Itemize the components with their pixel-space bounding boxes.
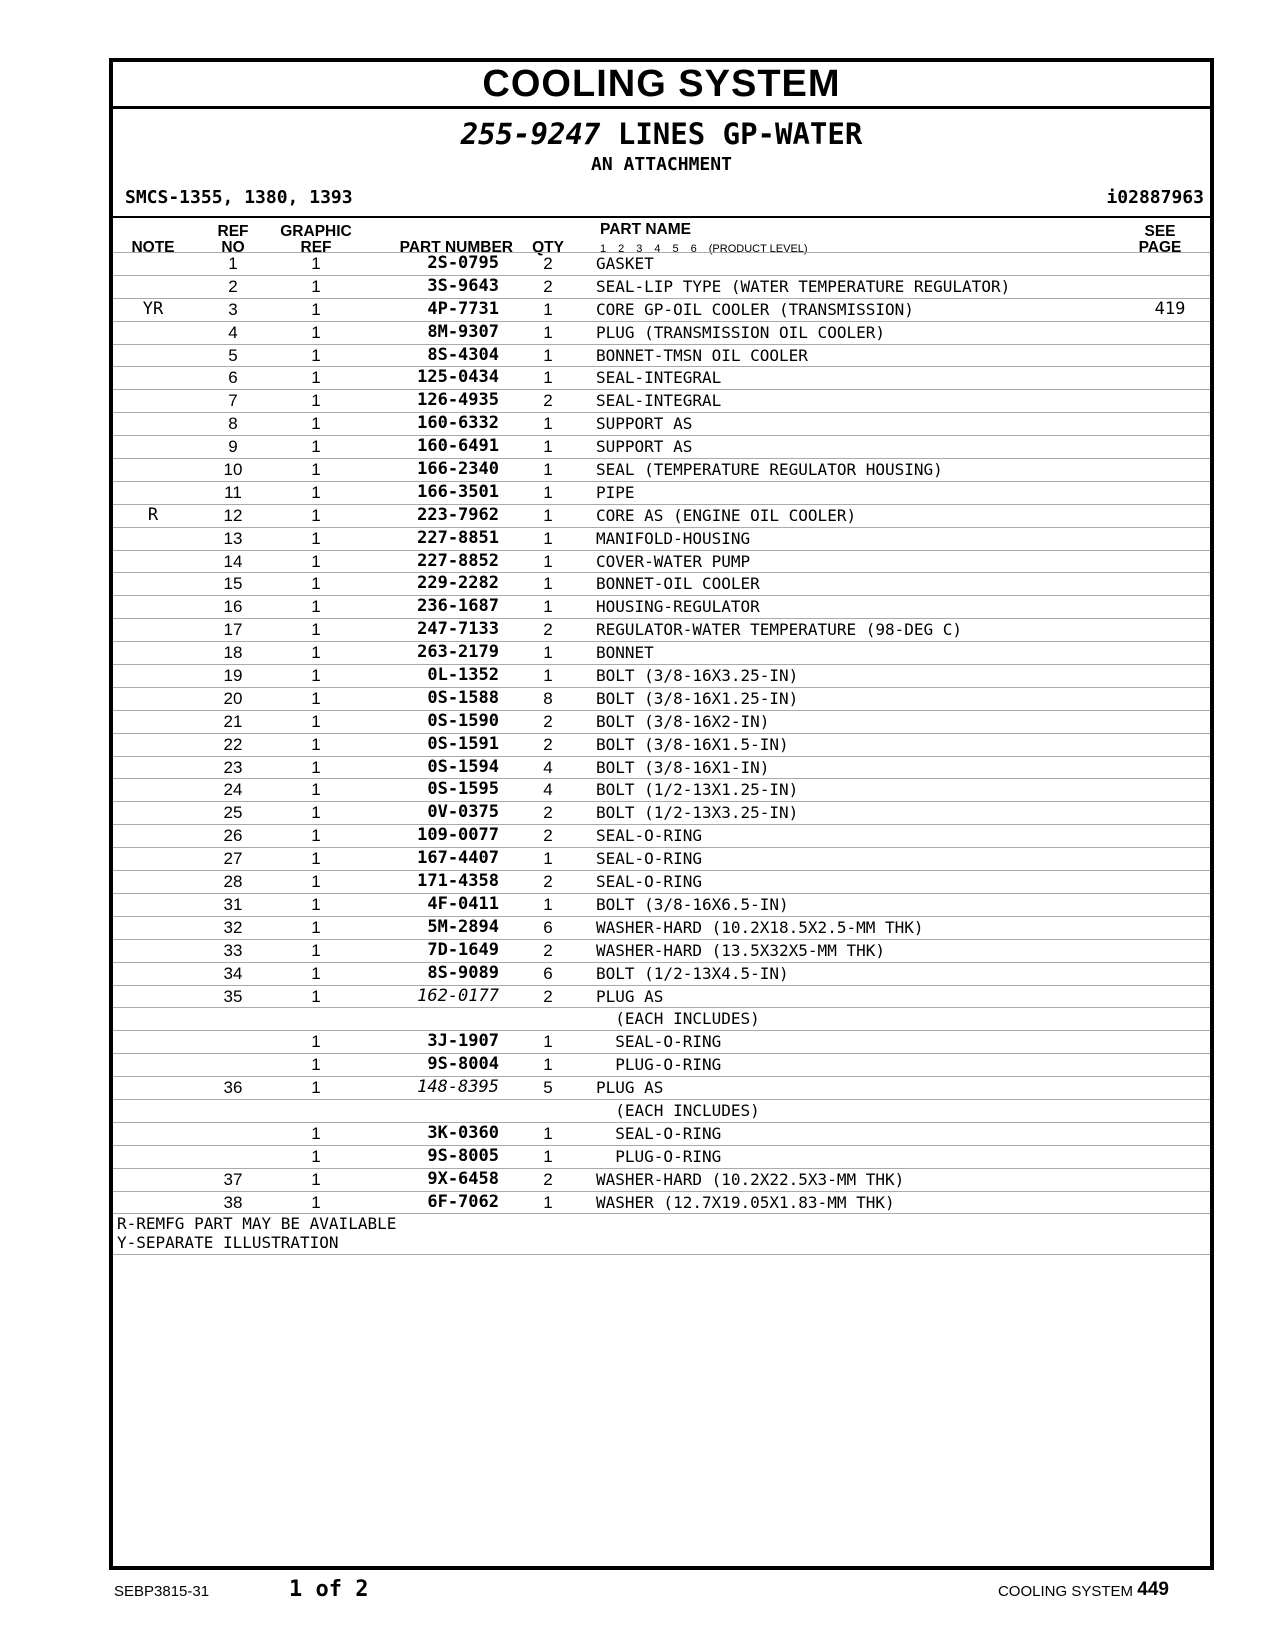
group-name: LINES GP-WATER [617, 117, 863, 151]
cell-part-number: 227-8852 [417, 550, 499, 571]
cell-graphic-ref: 1 [311, 1123, 321, 1143]
table-row [113, 871, 1210, 894]
cell-part-name: BOLT (3/8-16X6.5-IN) [596, 894, 789, 914]
cell-part-number: 3J-1907 [427, 1031, 499, 1052]
cell-part-number: 166-2340 [417, 459, 499, 480]
page-frame [109, 58, 1214, 1570]
cell-ref-no: 37 [223, 1169, 243, 1189]
table-row [113, 1192, 1210, 1215]
cell-part-name: HOUSING-REGULATOR [596, 597, 760, 617]
cell-part-number: 263-2179 [417, 642, 499, 663]
cell-graphic-ref: 1 [311, 1146, 321, 1166]
col-header-see-page: SEE PAGE [1138, 223, 1182, 256]
cell-qty: 1 [543, 666, 553, 686]
cell-graphic-ref: 1 [311, 780, 321, 800]
cell-graphic-ref: 1 [311, 963, 321, 983]
cell-part-number: 0S-1594 [427, 756, 499, 777]
cell-ref-no: 25 [223, 803, 243, 823]
col-header-graphic-ref: GRAPHIC REF [280, 223, 352, 256]
cell-ref-no: 34 [223, 963, 243, 983]
cell-graphic-ref: 1 [311, 917, 321, 937]
table-row [113, 459, 1210, 482]
cell-ref-no: 4 [228, 322, 238, 342]
table-row [113, 802, 1210, 825]
col-header-part-number: PART NUMBER [399, 239, 513, 256]
cell-qty: 1 [543, 849, 553, 869]
cell-part-name: BONNET [596, 643, 654, 663]
cell-graphic-ref: 1 [311, 505, 321, 525]
table-row [113, 1031, 1210, 1054]
cell-qty: 1 [543, 1192, 553, 1212]
cell-qty: 6 [543, 963, 553, 983]
cell-qty: 1 [543, 437, 553, 457]
table-row [113, 779, 1210, 802]
cell-ref-no: 20 [223, 688, 243, 708]
cell-ref-no: 2 [228, 276, 238, 296]
cell-ref-no: 18 [223, 643, 243, 663]
legend-notes [113, 1214, 1210, 1255]
table-row [113, 757, 1210, 780]
cell-part-number: 2S-0795 [427, 253, 499, 273]
footer-page-of: 1 of 2 [289, 1577, 369, 1602]
cell-part-number: 8S-4304 [427, 344, 499, 365]
cell-part-name: BOLT (3/8-16X3.25-IN) [596, 666, 799, 686]
cell-graphic-ref: 1 [311, 826, 321, 846]
cell-part-number: 125-0434 [417, 367, 499, 388]
table-row [113, 825, 1210, 848]
cell-qty: 1 [543, 894, 553, 914]
cell-ref-no: 23 [223, 757, 243, 777]
cell-part-name: SEAL-LIP TYPE (WATER TEMPERATURE REGULATOR) [596, 276, 1011, 296]
cell-graphic-ref: 1 [311, 734, 321, 754]
cell-part-number: 109-0077 [417, 825, 499, 846]
cell-see-page: 419 [1154, 298, 1186, 319]
cell-part-number: 9S-8004 [427, 1054, 499, 1075]
cell-qty: 4 [543, 780, 553, 800]
cell-ref-no: 9 [228, 437, 238, 457]
cell-qty: 1 [543, 1123, 553, 1143]
cell-graphic-ref: 1 [311, 551, 321, 571]
cell-graphic-ref: 1 [311, 1192, 321, 1212]
cell-part-number: 7D-1649 [427, 939, 499, 960]
cell-qty: 1 [543, 528, 553, 548]
cell-part-number: 4F-0411 [427, 893, 499, 914]
table-row [113, 252, 1210, 276]
cell-part-name: SEAL-INTEGRAL [596, 391, 722, 411]
table-row [113, 1077, 1210, 1100]
cell-qty: 2 [543, 711, 553, 731]
table-row [113, 1123, 1210, 1146]
cell-part-name: SEAL-O-RING [596, 1032, 722, 1052]
cell-part-name: GASKET [596, 254, 654, 273]
col-header-part-name: PART NAME [600, 221, 691, 238]
legend-note: Y-SEPARATE ILLUSTRATION [117, 1233, 339, 1253]
cell-part-number: 167-4407 [417, 848, 499, 869]
cell-qty: 1 [543, 345, 553, 365]
cell-part-name: CORE GP-OIL COOLER (TRANSMISSION) [596, 299, 914, 319]
cell-part-name: PLUG-O-RING [596, 1146, 722, 1166]
cell-part-name: BOLT (3/8-16X1.5-IN) [596, 734, 789, 754]
cell-ref-no: 12 [223, 505, 243, 525]
cell-part-number: 6F-7062 [427, 1191, 499, 1212]
table-row [113, 986, 1210, 1009]
cell-part-number: 0L-1352 [427, 665, 499, 686]
cell-part-number: 247-7133 [417, 619, 499, 640]
table-row [113, 390, 1210, 413]
cell-ref-no: 11 [224, 482, 242, 502]
cell-part-name: PLUG (TRANSMISSION OIL COOLER) [596, 322, 885, 342]
cell-part-name: SUPPORT AS [596, 437, 693, 457]
cell-part-name: (EACH INCLUDES) [596, 1100, 760, 1120]
product-level-label: 5 [672, 243, 679, 255]
cell-graphic-ref: 1 [311, 299, 321, 319]
table-row [113, 345, 1210, 368]
cell-part-name: WASHER-HARD (10.2X18.5X2.5-MM THK) [596, 917, 924, 937]
table-row [113, 917, 1210, 940]
table-row [113, 734, 1210, 757]
table-row [113, 711, 1210, 734]
cell-qty: 1 [543, 505, 553, 525]
cell-ref-no: 26 [223, 826, 243, 846]
cell-part-name: WASHER-HARD (13.5X32X5-MM THK) [596, 940, 885, 960]
table-row [113, 276, 1210, 299]
cell-graphic-ref: 1 [311, 574, 321, 594]
cell-qty: 6 [543, 917, 553, 937]
cell-graphic-ref: 1 [311, 1169, 321, 1189]
cell-ref-no: 27 [223, 849, 243, 869]
table-row [113, 482, 1210, 505]
cell-part-number: 236-1687 [417, 596, 499, 617]
cell-part-number: 5M-2894 [427, 916, 499, 937]
cell-ref-no: 15 [223, 574, 243, 594]
cell-graphic-ref: 1 [311, 276, 321, 296]
table-row [113, 551, 1210, 574]
cell-part-number: 4P-7731 [427, 298, 499, 319]
cell-ref-no: 35 [223, 986, 243, 1006]
cell-part-number: 162-0177 [417, 985, 499, 1006]
cell-part-name: SEAL (TEMPERATURE REGULATOR HOUSING) [596, 460, 943, 480]
cell-note: R [147, 504, 159, 525]
cell-part-name: SEAL-O-RING [596, 849, 702, 869]
cell-graphic-ref: 1 [311, 1032, 321, 1052]
cell-qty: 5 [543, 1078, 553, 1098]
cell-part-number: 0S-1595 [427, 779, 499, 800]
table-row [113, 1146, 1210, 1169]
cell-note: YR [142, 298, 164, 319]
cell-part-number: 0S-1591 [427, 733, 499, 754]
cell-part-name: WASHER (12.7X19.05X1.83-MM THK) [596, 1192, 895, 1212]
cell-part-name: SUPPORT AS [596, 414, 693, 434]
table-row [113, 1054, 1210, 1077]
cell-ref-no: 14 [223, 551, 243, 571]
cell-graphic-ref: 1 [311, 711, 321, 731]
cell-part-number: 3K-0360 [427, 1122, 499, 1143]
table-row [113, 642, 1210, 665]
cell-part-name: SEAL-INTEGRAL [596, 368, 722, 388]
cell-qty: 2 [543, 391, 553, 411]
cell-qty: 1 [543, 322, 553, 342]
footer-section: COOLING SYSTEM [997, 1583, 1133, 1600]
cell-ref-no: 1 [228, 254, 238, 273]
table-row [113, 322, 1210, 345]
cell-qty: 1 [543, 414, 553, 434]
cell-graphic-ref: 1 [311, 643, 321, 663]
cell-graphic-ref: 1 [311, 322, 321, 342]
table-row [113, 894, 1210, 917]
table-row [113, 573, 1210, 596]
cell-graphic-ref: 1 [311, 688, 321, 708]
cell-part-number: 160-6332 [417, 413, 499, 434]
cell-part-number: 0S-1590 [427, 710, 499, 731]
footer-doc-number: SEBP3815-31 [114, 1583, 210, 1600]
cell-graphic-ref: 1 [311, 437, 321, 457]
table-row [113, 436, 1210, 459]
cell-qty: 1 [543, 299, 553, 319]
cell-qty: 2 [543, 620, 553, 640]
cell-qty: 8 [543, 688, 553, 708]
cell-qty: 2 [543, 826, 553, 846]
cell-ref-no: 32 [223, 917, 243, 937]
cell-part-name: PLUG AS [596, 1078, 664, 1098]
table-top-rule [113, 216, 1210, 218]
cell-graphic-ref: 1 [311, 460, 321, 480]
cell-ref-no: 16 [223, 597, 243, 617]
cell-graphic-ref: 1 [311, 597, 321, 617]
cell-ref-no: 19 [223, 666, 243, 686]
cell-graphic-ref: 1 [311, 528, 321, 548]
cell-ref-no: 8 [228, 414, 238, 434]
smcs-codes: SMCS-1355, 1380, 1393 [125, 187, 353, 208]
cell-graphic-ref: 1 [311, 940, 321, 960]
cell-qty: 1 [543, 1032, 553, 1052]
product-level-label: 4 [654, 243, 661, 255]
cell-part-number: 9X-6458 [427, 1168, 499, 1189]
cell-graphic-ref: 1 [311, 1055, 321, 1075]
cell-part-name: CORE AS (ENGINE OIL COOLER) [596, 505, 857, 525]
cell-part-name: MANIFOLD-HOUSING [596, 528, 751, 548]
cell-graphic-ref: 1 [311, 391, 321, 411]
group-subtitle: AN ATTACHMENT [591, 154, 732, 175]
cell-qty: 1 [543, 460, 553, 480]
table-row [113, 596, 1210, 619]
cell-graphic-ref: 1 [311, 849, 321, 869]
cell-ref-no: 31 [223, 894, 243, 914]
cell-ref-no: 3 [228, 299, 238, 319]
cell-part-name: BOLT (3/8-16X1.25-IN) [596, 688, 799, 708]
cell-graphic-ref: 1 [311, 803, 321, 823]
cell-part-number: 0S-1588 [427, 687, 499, 708]
cell-part-number: 166-3501 [417, 481, 499, 502]
table-row [113, 528, 1210, 551]
cell-ref-no: 10 [223, 460, 243, 480]
cell-part-number: 223-7962 [417, 504, 499, 525]
group-number: 255-9247 [460, 117, 601, 151]
cell-graphic-ref: 1 [311, 345, 321, 365]
cell-part-name: BONNET-TMSN OIL COOLER [596, 345, 808, 365]
cell-ref-no: 24 [223, 780, 243, 800]
cell-qty: 1 [543, 597, 553, 617]
cell-graphic-ref: 1 [311, 894, 321, 914]
cell-graphic-ref: 1 [311, 986, 321, 1006]
cell-part-name: WASHER-HARD (10.2X22.5X3-MM THK) [596, 1169, 905, 1189]
cell-part-name: COVER-WATER PUMP [596, 551, 751, 571]
illustration-id: i02887963 [1106, 187, 1204, 208]
cell-qty: 1 [543, 1146, 553, 1166]
cell-graphic-ref: 1 [311, 1078, 321, 1098]
cell-qty: 2 [543, 254, 553, 273]
cell-part-number: 160-6491 [417, 436, 499, 457]
cell-part-number: 148-8395 [417, 1077, 499, 1098]
col-header-qty: QTY [532, 239, 564, 256]
cell-part-name: BOLT (3/8-16X1-IN) [596, 757, 770, 777]
cell-part-number: 171-4358 [417, 871, 499, 892]
cell-part-number: 8S-9089 [427, 962, 499, 983]
cell-part-name: PLUG AS [596, 986, 664, 1006]
cell-qty: 2 [543, 872, 553, 892]
cell-part-number: 8M-9307 [427, 321, 499, 342]
footer-page-number: 449 [1137, 1579, 1169, 1600]
cell-qty: 1 [543, 1055, 553, 1075]
table-row [113, 367, 1210, 390]
cell-graphic-ref: 1 [311, 482, 321, 502]
product-level-label: (PRODUCT LEVEL) [708, 243, 808, 255]
cell-ref-no: 7 [228, 391, 238, 411]
cell-graphic-ref: 1 [311, 666, 321, 686]
cell-part-number: 3S-9643 [427, 275, 499, 296]
cell-part-name: BOLT (1/2-13X4.5-IN) [596, 963, 789, 983]
table-row [113, 505, 1210, 528]
cell-part-name: SEAL-O-RING [596, 1123, 722, 1143]
table-row [113, 665, 1210, 688]
cell-qty: 2 [543, 986, 553, 1006]
table-row [113, 963, 1210, 986]
cell-qty: 2 [543, 734, 553, 754]
table-row [113, 940, 1210, 963]
cell-ref-no: 21 [223, 711, 243, 731]
cell-part-name: REGULATOR-WATER TEMPERATURE (98-DEG C) [596, 620, 963, 640]
cell-ref-no: 17 [223, 620, 243, 640]
cell-ref-no: 6 [228, 368, 238, 388]
cell-part-name: BOLT (1/2-13X3.25-IN) [596, 803, 799, 823]
cell-part-number: 9S-8005 [427, 1145, 499, 1166]
parts-table [113, 252, 1210, 1255]
cell-part-name: (EACH INCLUDES) [596, 1009, 760, 1029]
cell-graphic-ref: 1 [311, 414, 321, 434]
cell-part-name: PIPE [596, 482, 635, 502]
cell-part-name: PLUG-O-RING [596, 1055, 722, 1075]
cell-qty: 2 [543, 276, 553, 296]
cell-qty: 2 [543, 940, 553, 960]
cell-part-name: BONNET-OIL COOLER [596, 574, 760, 594]
cell-ref-no: 28 [223, 872, 243, 892]
cell-part-number: 0V-0375 [427, 802, 499, 823]
cell-graphic-ref: 1 [311, 620, 321, 640]
cell-ref-no: 38 [223, 1192, 243, 1212]
cell-qty: 1 [543, 482, 553, 502]
cell-graphic-ref: 1 [311, 254, 321, 273]
table-row [113, 299, 1210, 322]
cell-part-name: SEAL-O-RING [596, 872, 702, 892]
table-row [113, 688, 1210, 711]
section-title: COOLING SYSTEM [113, 62, 1210, 109]
product-level-label: 6 [690, 243, 697, 255]
table-row [113, 848, 1210, 871]
cell-graphic-ref: 1 [311, 368, 321, 388]
legend-note: R-REMFG PART MAY BE AVAILABLE [117, 1214, 397, 1234]
cell-part-number: 227-8851 [417, 527, 499, 548]
product-level-label: 3 [636, 243, 643, 255]
cell-qty: 1 [543, 574, 553, 594]
product-level-label: 2 [618, 243, 625, 255]
table-row [113, 1169, 1210, 1192]
cell-qty: 2 [543, 803, 553, 823]
cell-ref-no: 33 [223, 940, 243, 960]
cell-part-name: BOLT (3/8-16X2-IN) [596, 711, 770, 731]
cell-ref-no: 36 [223, 1078, 243, 1098]
cell-ref-no: 13 [223, 528, 243, 548]
table-row [113, 1008, 1210, 1031]
col-header-ref-no: REF NO [217, 223, 249, 256]
cell-qty: 4 [543, 757, 553, 777]
cell-ref-no: 22 [223, 734, 243, 754]
cell-part-name: BOLT (1/2-13X1.25-IN) [596, 780, 799, 800]
cell-qty: 1 [543, 368, 553, 388]
group-title [113, 116, 1210, 152]
cell-graphic-ref: 1 [311, 757, 321, 777]
cell-ref-no: 5 [228, 345, 238, 365]
table-row [113, 1100, 1210, 1123]
table-row [113, 619, 1210, 642]
cell-graphic-ref: 1 [311, 872, 321, 892]
table-row [113, 413, 1210, 436]
cell-qty: 1 [543, 551, 553, 571]
col-header-note: NOTE [131, 239, 175, 256]
cell-qty: 2 [543, 1169, 553, 1189]
product-level-label: 1 [600, 243, 607, 255]
cell-part-name: SEAL-O-RING [596, 826, 702, 846]
cell-part-number: 126-4935 [417, 390, 499, 411]
cell-part-number: 229-2282 [417, 573, 499, 594]
cell-qty: 1 [543, 643, 553, 663]
